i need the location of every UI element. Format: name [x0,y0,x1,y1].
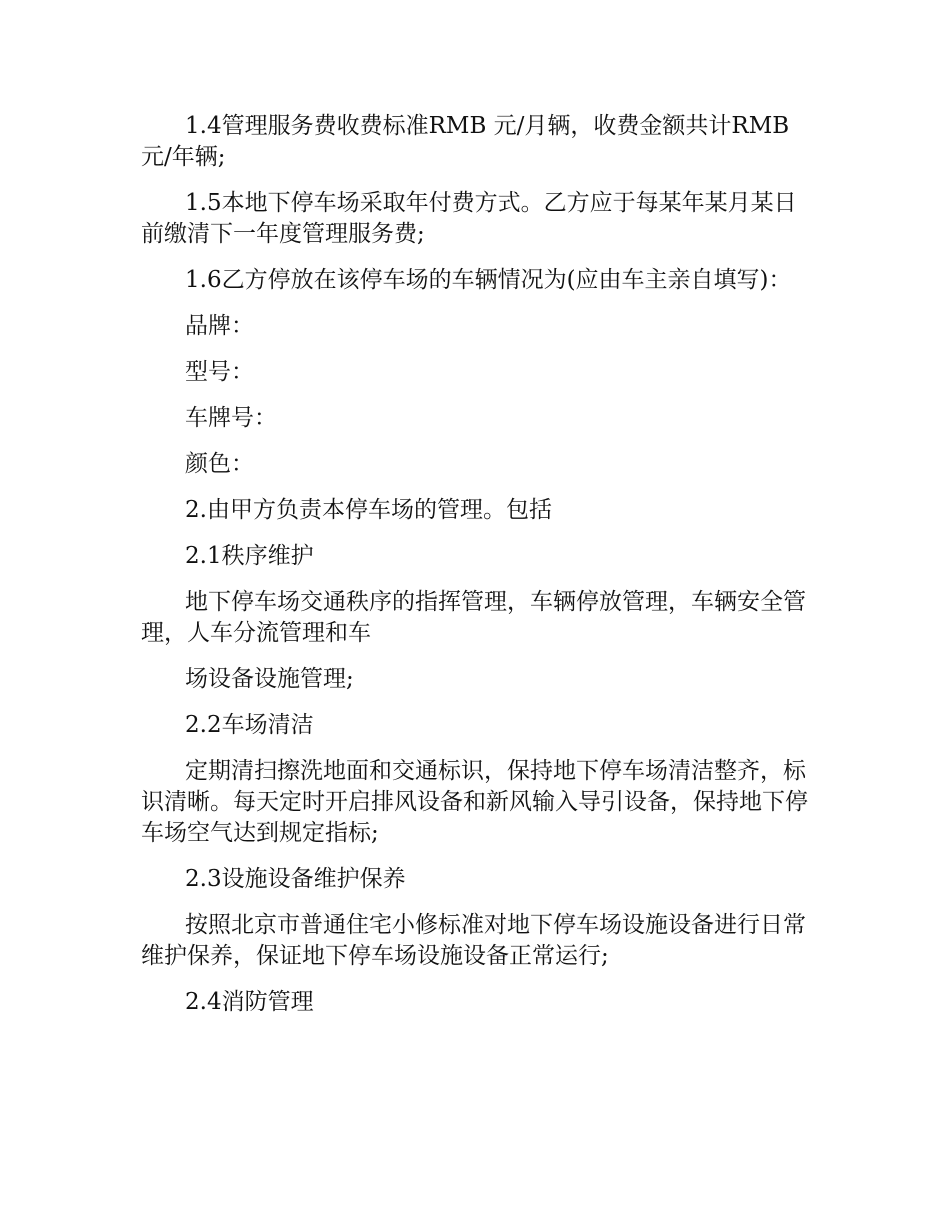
vehicle-model-field: 型号： [185,359,254,385]
vehicle-color-field: 颜色： [185,451,254,477]
clause-2-3-body: 按照北京市普通住宅小修标准对地下停车场设施设备进行日常维护保养，保证地下停车场设施设备正常运行; [141,912,806,969]
vehicle-brand-field: 品牌： [185,313,254,339]
document-body [141,111,811,1033]
clause-2-1-body: 地下停车场交通秩序的指挥管理，车辆停放管理，车辆安全管理，人车分流管理和车 [141,589,806,646]
clause-1-4: 1.4管理服务费收费标准RMB 元/月辆，收费金额共计RMB 元/年辆; [141,113,790,170]
clause-1-5: 1.5本地下停车场采取年付费方式。乙方应于每某年某月某日前缴清下一年度管理服务费; [141,190,797,247]
clause-2-1-heading: 2.1秩序维护 [185,543,314,569]
clause-2-4-heading: 2.4消防管理 [185,989,314,1015]
clause-2-2-body: 定期清扫擦洗地面和交通标识，保持地下停车场清洁整齐，标识清晰。每天定时开启排风设备和新风输入导引设备，保持地下停车场空气达到规定指标; [141,758,808,846]
clause-2-3-heading: 2.3设施设备维护保养 [185,866,406,892]
vehicle-plate-field: 车牌号： [185,405,277,431]
clause-2: 2.由甲方负责本停车场的管理。包括 [185,497,552,523]
clause-1-6: 1.6乙方停放在该停车场的车辆情况为(应由车主亲自填写)： [185,267,792,293]
clause-2-2-heading: 2.2车场清洁 [185,712,314,738]
clause-2-1-body-continued: 场设备设施管理; [185,666,354,692]
